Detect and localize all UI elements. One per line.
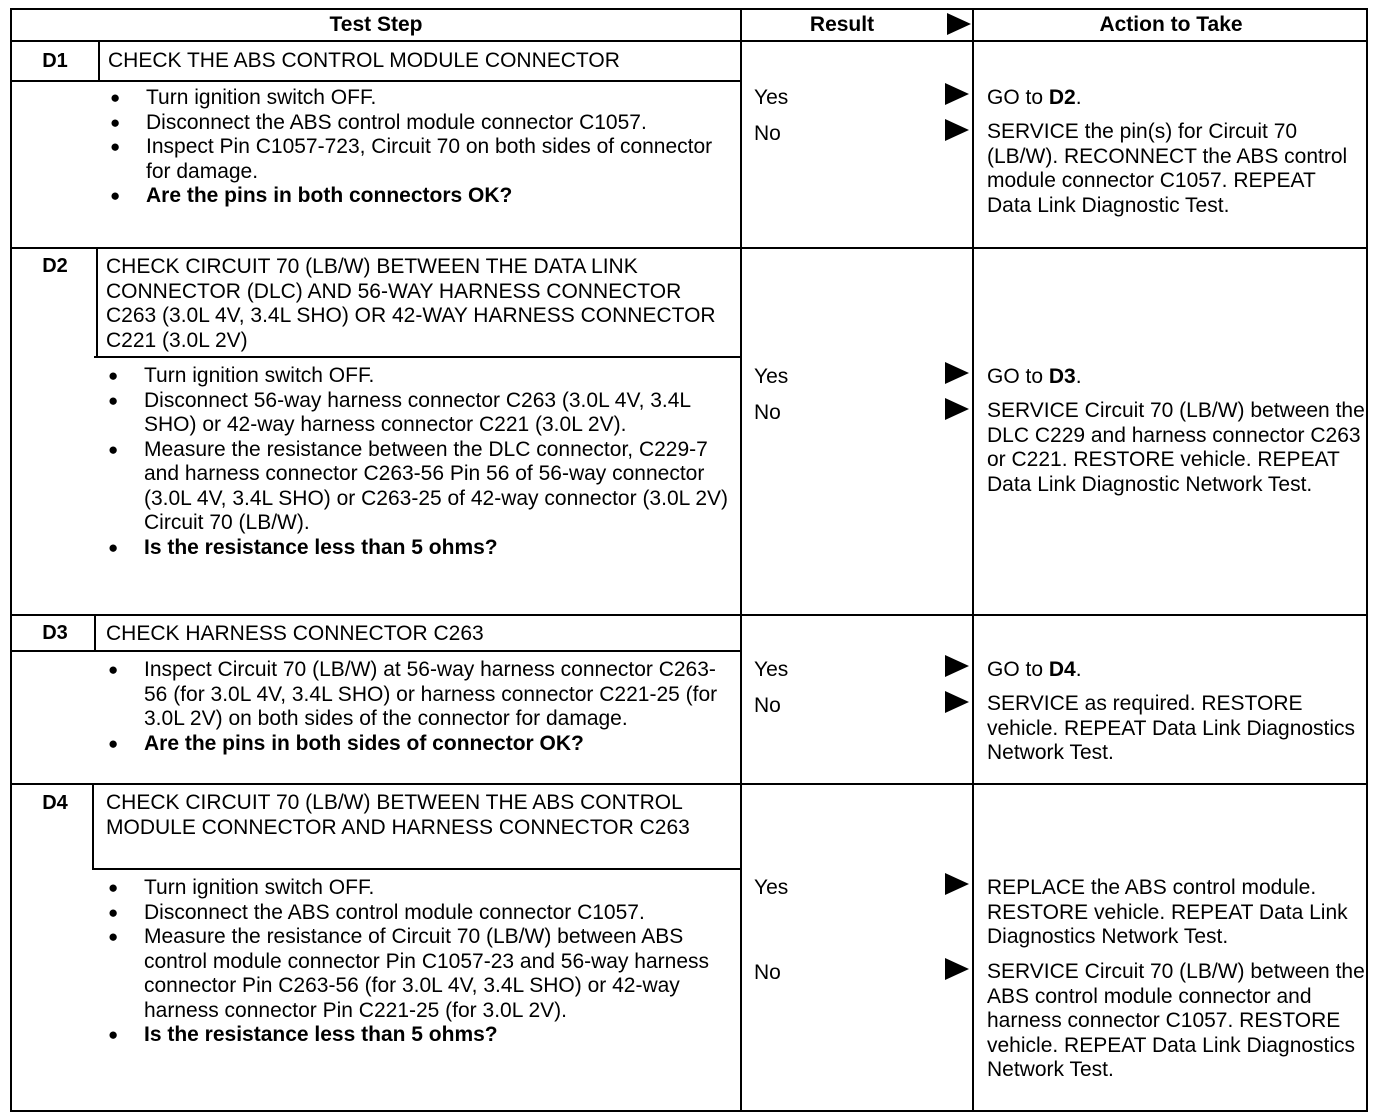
- arrow-right-icon: [945, 873, 969, 895]
- header-result: [742, 10, 972, 42]
- column-divider-action: [972, 10, 974, 1110]
- row-divider: [12, 614, 1366, 616]
- action-yes: REPLACE the ABS control module. RESTORE vehicle. REPEAT Data Link Diagnostics Network Test.: [987, 876, 1348, 948]
- step-bullets: [106, 364, 736, 560]
- bullet-item: ● Disconnect the ABS control module connector C1057.: [108, 111, 738, 136]
- action-no: SERVICE the pin(s) for Circuit 70 (LB/W). RECONNECT the ABS control module connector C1057. REPEAT Data Link Diagnostic Test.: [987, 120, 1348, 217]
- action-yes-suffix: .: [1075, 658, 1082, 681]
- result-no: No: [754, 122, 781, 145]
- step-id: D1: [42, 50, 68, 72]
- bullet-question: ● Is the resistance less than 5 ohms?: [106, 1023, 736, 1048]
- action-yes-target: D3: [1048, 365, 1076, 388]
- arrow-right-icon: [945, 119, 969, 141]
- step-id: D3: [42, 622, 68, 644]
- arrow-right-icon: [945, 958, 969, 980]
- step-title: CHECK CIRCUIT 70 (LB/W) BETWEEN THE DATA LINK CONNECTOR (DLC) AND 56-WAY HARNESS CONNECTOR C263 (3.0L 4V, 3.4L SHO) OR 42-WAY HARNESS CONNECTOR C221 (3.0L 2V): [106, 255, 716, 352]
- step-title: CHECK CIRCUIT 70 (LB/W) BETWEEN THE ABS CONTROL MODULE CONNECTOR AND HARNESS CONNECTOR C263: [106, 791, 690, 839]
- bullet-item: ● Inspect Circuit 70 (LB/W) at 56-way harness connector C263-56 (for 3.0L 4V, 3.4L SHO) or harness connector C221-25 (for 3.0L 2V) on both sides of the connector for damage.: [106, 658, 736, 732]
- row-divider: [12, 247, 1366, 249]
- header-test-step: Test Step: [12, 10, 740, 42]
- bullet-item: ● Turn ignition switch OFF.: [106, 876, 736, 901]
- title-divider: [12, 650, 740, 652]
- action-yes: [987, 86, 1365, 111]
- step-bullets: [106, 876, 736, 1048]
- action-yes-suffix: .: [1075, 86, 1082, 109]
- action-yes-target: D2: [1048, 86, 1076, 109]
- bullet-item: ● Turn ignition switch OFF.: [106, 364, 736, 389]
- result-yes: Yes: [754, 86, 789, 109]
- action-yes-suffix: .: [1075, 365, 1082, 388]
- action-yes: [987, 658, 1365, 683]
- bullet-item: ● Turn ignition switch OFF.: [108, 86, 738, 111]
- action-yes: [987, 365, 1365, 390]
- arrow-right-icon: [945, 362, 969, 384]
- header-result-label: Result: [809, 13, 875, 36]
- action-no: SERVICE Circuit 70 (LB/W) between the ABS control module connector and harness connector C1057. RESTORE vehicle. REPEAT Data Link Diagnostics Network Test.: [987, 960, 1365, 1081]
- result-yes: Yes: [754, 365, 789, 388]
- id-divider: [98, 42, 100, 82]
- header-arrow-icon: [947, 13, 971, 35]
- bullet-item: ● Disconnect the ABS control module connector C1057.: [106, 901, 736, 926]
- step-title: CHECK THE ABS CONTROL MODULE CONNECTOR: [108, 49, 620, 72]
- result-yes: Yes: [754, 876, 789, 899]
- arrow-right-icon: [945, 83, 969, 105]
- bullet-question: ● Is the resistance less than 5 ohms?: [106, 536, 736, 561]
- arrow-right-icon: [945, 398, 969, 420]
- action-no: SERVICE Circuit 70 (LB/W) between the DLC C229 and harness connector C263 or C221. RESTORE vehicle. REPEAT Data Link Diagnostic Network Test.: [987, 399, 1365, 496]
- step-bullets: [108, 86, 738, 209]
- result-no: No: [754, 694, 781, 717]
- bullet-item: ● Measure the resistance of Circuit 70 (LB/W) between ABS control module connector Pin C1057-23 and 56-way harness connector Pin C263-56 (for 3.0L 4V, 3.4L SHO) or 42-way harness connector Pin C221-25 (for 3.0L 2V).: [106, 925, 736, 1023]
- bullet-item: ● Measure the resistance between the DLC connector, C229-7 and harness connector C263-56 Pin 56 of 56-way connector (3.0L 4V, 3.4L SHO) or C263-25 of 42-way connector (3.0L 2V) Circuit 70 (LB/W).: [106, 438, 736, 536]
- row-divider: [12, 783, 1366, 785]
- action-yes-prefix: GO to: [987, 365, 1049, 388]
- bullet-item: ● Inspect Pin C1057-723, Circuit 70 on both sides of connector for damage.: [108, 135, 738, 184]
- diagnostic-table: [10, 8, 1368, 1112]
- bullet-question: ● Are the pins in both sides of connector OK?: [106, 732, 736, 757]
- step-bullets: [106, 658, 736, 756]
- bullet-item: ● Disconnect 56-way harness connector C263 (3.0L 4V, 3.4L SHO) or 42-way harness connector C221 (3.0L 2V).: [106, 389, 736, 438]
- action-yes-prefix: GO to: [987, 658, 1049, 681]
- step-id: D2: [42, 255, 68, 277]
- result-yes: Yes: [754, 658, 789, 681]
- step-title: CHECK HARNESS CONNECTOR C263: [106, 622, 484, 645]
- title-divider: [12, 80, 740, 82]
- result-no: No: [754, 401, 781, 424]
- action-yes-target: D4: [1048, 658, 1076, 681]
- column-divider-result: [740, 10, 742, 1110]
- title-divider: [94, 868, 740, 870]
- title-divider: [94, 356, 740, 358]
- action-no: SERVICE as required. RESTORE vehicle. REPEAT Data Link Diagnostics Network Test.: [987, 692, 1356, 764]
- arrow-right-icon: [945, 655, 969, 677]
- arrow-right-icon: [945, 691, 969, 713]
- header-action: Action to Take: [974, 10, 1368, 42]
- step-id: D4: [42, 792, 68, 814]
- result-no: No: [754, 961, 781, 984]
- action-yes-prefix: GO to: [987, 86, 1049, 109]
- bullet-question: ● Are the pins in both connectors OK?: [108, 184, 738, 209]
